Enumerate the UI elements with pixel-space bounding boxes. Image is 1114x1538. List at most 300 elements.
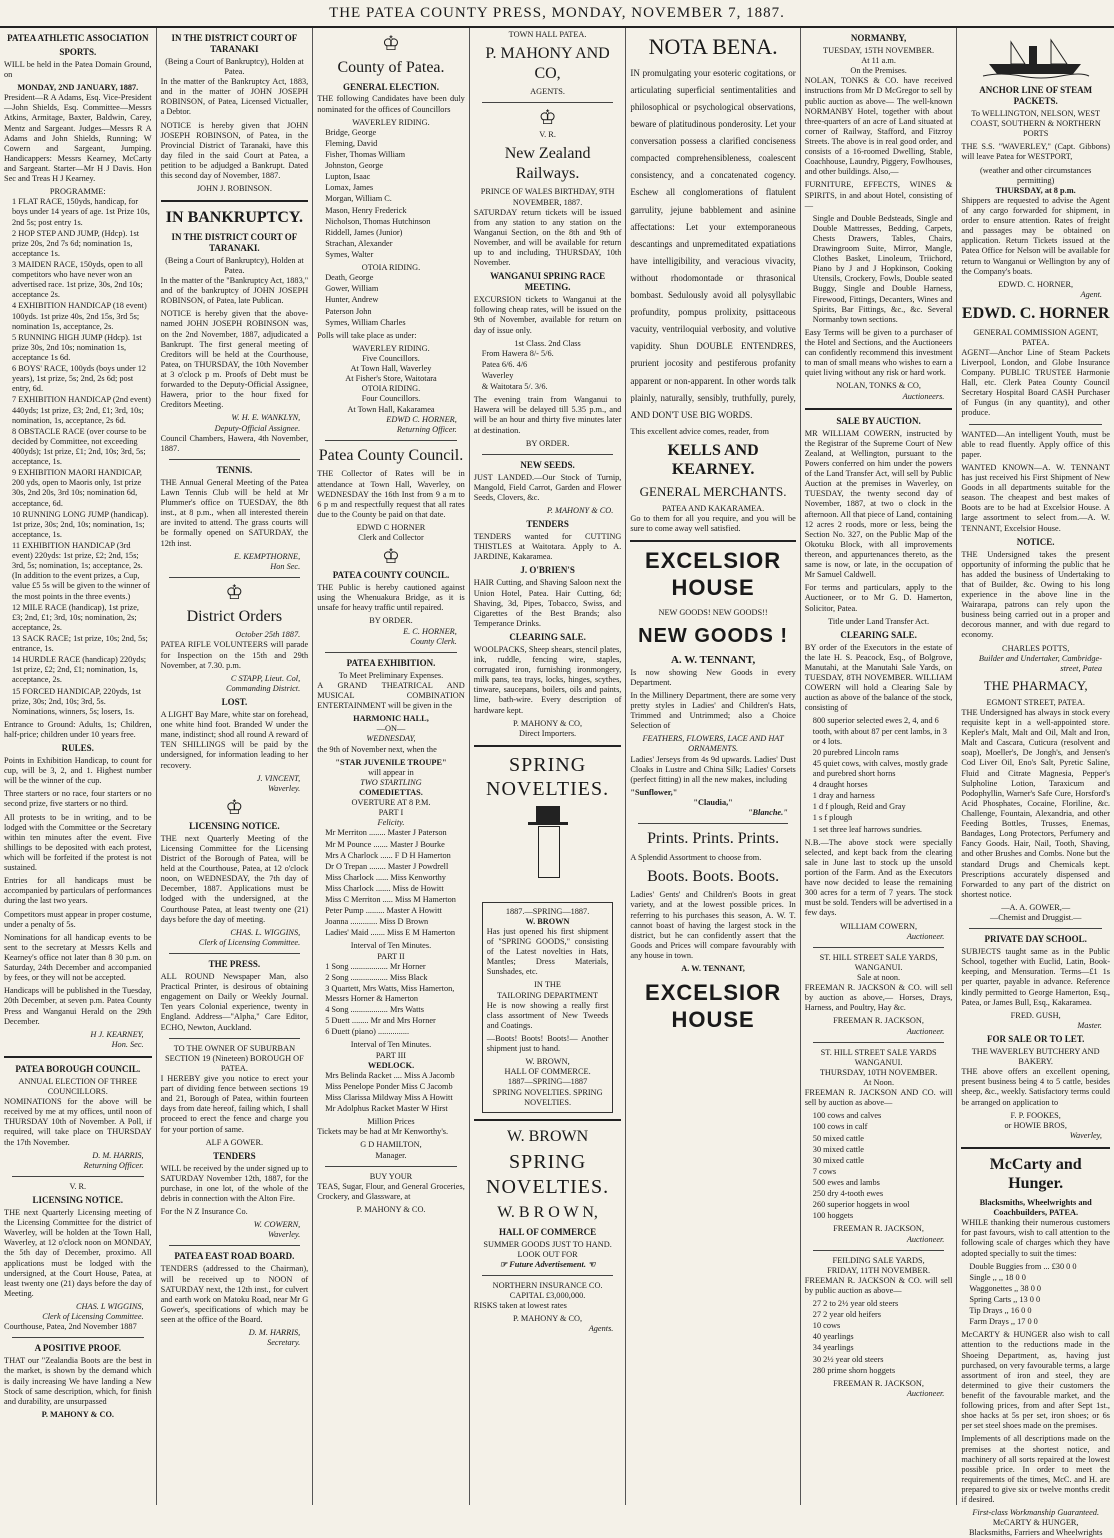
stock-item: 1 d f plough, Reid and Gray [812, 802, 906, 812]
divider [169, 459, 301, 460]
song-item: 2 Song .................. Miss Black [325, 972, 428, 982]
proof-text: THAT our "Zealandia Boots are the best in the market, is shown by the demand which is daily increasing We have landing a New Stock of same description, which, for finish and durability, are unsurpassed [4, 1356, 152, 1406]
townhall-label: TOWN HALL PATEA. [508, 30, 587, 39]
candidate: Mason, Henry Frederick [325, 205, 407, 215]
royal-crest-icon: ♔ [382, 33, 400, 55]
price-list [969, 1262, 1110, 1328]
feilding-list [813, 1299, 953, 1376]
signature: G D HAMILTON, [360, 1140, 422, 1150]
signature-title: —Chemist and Druggist.— [989, 913, 1082, 923]
bankruptcy-matter: In the matter of the "Bankruptcy Act, 1883," and of the bankruptcy of JOHN JOSEPH ROBINSON, of Patea, late Publican. [160, 276, 309, 306]
part-heading: PART III [375, 1050, 407, 1060]
summer-goods: SUMMER GOODS JUST TO HAND. [483, 1239, 612, 1249]
clearing-sale-text: BY order of the Executors in the estate of the late H. S. Peacock, Esq., of Bolgrove, Manutahi, at the Manutahi Sale Yards, on TUESDAY, 8TH NOVEMBER. WILLIAM COWERN will hold a Clearing Sale by auction as above of the balance of the stock, consisting of [804, 642, 953, 713]
vr-mark: V. R. [69, 1181, 87, 1191]
signature-title: Waverley, [1069, 1130, 1102, 1140]
signature: WILLIAM COWERN, [840, 921, 918, 931]
yards-item: 50 mixed cattle [812, 1133, 864, 1143]
signature-title: Commanding District. [225, 683, 301, 693]
licensing-date: Courthouse, Patea, 2nd November 1887 [4, 1322, 137, 1332]
wanganui-title: WANGANUI SPRING RACE MEETING. [490, 271, 606, 293]
signature: E. KEMPTHORNE, [234, 551, 301, 561]
cast-item: Mr M Pounce ....... Master J Bourke [325, 839, 445, 849]
signature-title: Master. [1077, 1020, 1102, 1030]
price-row: Farm Drays ,, 17 0 0 [969, 1317, 1038, 1327]
box-text-2: He is now showing a really first class assortment of New Tweeds and Coatings. [486, 1000, 609, 1030]
prices: Million Prices [367, 1117, 415, 1127]
part-heading: PART I [378, 808, 404, 818]
fare-row: Patea 6/6. 4/6 [481, 359, 528, 369]
corset-name: "Claudia," [693, 798, 733, 807]
notice-title: NOTICE. [1016, 536, 1055, 547]
press-text: ALL ROUND Newspaper Man, also Practical Printer, is desirous of obtaining engagement on Daily or Weekly Journal. Ten years Colonial experience, twenty in England. Address—"Alpha," Care Editor, ECHO, Newton, Auckland. [160, 972, 309, 1032]
kells-title: KELLS AND KEARNEY. [667, 441, 759, 479]
song-item: 4 Song .................. Mrs Watts [325, 1005, 424, 1015]
price-row: Single ,, ,, 18 0 0 [969, 1272, 1026, 1282]
candidate: Fleming, David [325, 138, 378, 148]
event-item: 10 RUNNING LONG JUMP (handicap). 1st prize, 30s; 2nd, 10s; nomination, 1s; acceptance, 1s. [12, 509, 149, 539]
column-5 [626, 28, 800, 1505]
w-brown-title: W. BROWN [506, 1127, 589, 1145]
candidate: Gower, William [325, 284, 379, 294]
feilding-text: FREEMAN R. JACKSON & CO. will sell by public auction as above— [804, 1275, 953, 1295]
bankruptcy-court: IN THE DISTRICT COURT OF TARANAKI. [171, 231, 298, 253]
divider [630, 540, 795, 542]
yards-text: FREEMAN R. JACKSON AND CO. will sell by auction as above— [804, 1088, 953, 1108]
licensing-text: THE next Quarterly Meeting of the Licensing Committee for the Licensing District of the Borough of Patea, will be held at the Courthouse, Patea, at 12 o'clock noon, on WEDNESDAY, the 7th day of December, 1887. Applications must be lodged with the undersigned, at the Courthouse Patea, at least twenty one (21) days before the day of meeting. [160, 833, 309, 924]
by-order: BY ORDER. [525, 438, 570, 448]
divider [969, 424, 1102, 425]
divider [969, 928, 1102, 929]
candidate: Riddell, James (Junior) [325, 227, 403, 237]
signature-title: Deputy-Official Assignee. [214, 423, 301, 433]
royal-crest-icon: ♔ [538, 107, 557, 130]
bankruptcy-title: IN BANKRUPTCY. [165, 209, 303, 227]
obrien-text: HAIR Cutting, and Shaving Saloon next the Union Hotel, Patea. Hair Cutting, 6d; Shaving, 3d, Pipes, Tobacco, Swiss, and Cigarettes of the Best Brands; also Temperance Drinks. [473, 578, 622, 628]
corset-name: "Blanche." [747, 808, 788, 818]
event-item: 11 EXHIBITION HANDICAP (3rd event) 220yds: 1st prize, £2; 2nd, 15s; 3rd, 5s; nomination, 1s; acceptance, 2s. (In addition to the event prizes, a Cup, value £5 5s will be given to the winner of the most points in the three events.) [12, 540, 151, 601]
cast-item: Miss C Merriton ..... Miss M Hamerton [325, 895, 456, 905]
railways-text: SATURDAY return tickets will be issued from any station to any station on the Wanganui Section, on the 8th and 9th of November, and will be available for return up to and including, THURSDAY, 10th November. [473, 207, 622, 268]
interval: Interval of Ten Minutes. [350, 1040, 432, 1050]
signature-title: Agent. [1080, 289, 1102, 299]
candidate: Bridge, George [325, 127, 377, 137]
school-title: PRIVATE DAY SCHOOL. [984, 934, 1087, 945]
candidate: Symes, William Charles [325, 317, 406, 327]
event-item: 15 FORCED HANDICAP, 220yds, 1st prize, 30s; 2nd, 10s; 3rd, 5s. Nominations, winners, 5s; losers, 1s. [12, 686, 142, 716]
comediettas: COMEDIETTAS. [359, 787, 423, 797]
event-item: 3 MAIDEN RACE, 150yds, open to all competitors who have never won an advertised race. 1st prize, 30s, 2nd 10s; acceptance 2s. [12, 260, 143, 300]
will-appear: will appear in [368, 767, 414, 777]
signature: P. MAHONY & CO. [356, 1205, 426, 1214]
divider [813, 1250, 945, 1251]
signature-title: Blacksmiths, Farriers and Wheelwrights [968, 1528, 1103, 1538]
prints-title: Prints. Prints. Prints. [647, 830, 780, 848]
go-text: Go to them for all you require, and you will be sure to come away well satisfied. [630, 513, 796, 534]
district-date: October 25th 1887. [235, 630, 301, 640]
column-1 [0, 28, 157, 1505]
signature-title: Clerk and Collector [358, 533, 424, 543]
wanganui-text-2: The evening train from Wanganui to Hawera will be delayed till 5.35 p.m., and will be an hour and thirty five minutes later at destination. [473, 395, 622, 435]
clearing-sale-title: CLEARING SALE. [840, 629, 917, 640]
for-sale-title: FOR SALE OR TO LET. [987, 1034, 1085, 1044]
signature: EDWD. C. HORNER, [998, 279, 1074, 289]
ship-text: THE S.S. "WAVERLEY," (Capt. Gibbons) will leave Patea for WESTPORT, [961, 142, 1110, 162]
millinery-text: In the Millinery Department, there are some very pretty styles in Ladies' and Children's Hats, Trimmed and Untrimmed; also a Choice Selection of [630, 690, 796, 731]
signature-title: Hon Sec. [270, 561, 301, 571]
divider [325, 1166, 457, 1167]
buy-title: BUY YOUR [369, 1171, 413, 1181]
divider [325, 652, 457, 653]
fares-header: 1st Class. 2nd Class [514, 338, 581, 348]
owner-title: TO THE OWNER OF SUBURBAN SECTION 19 (Nineteen) BOROUGH OF PATEA. [165, 1043, 304, 1073]
divider [638, 823, 787, 824]
county-title: County of Patea. [337, 59, 445, 76]
signature: CHAS. L. WIGGINS, [230, 927, 301, 937]
event-item: 12 MILE RACE (handicap), 1st prize, £3; 2nd, £1; 3rd, 10s; nomination, 2s; acceptance, 2s. [12, 602, 139, 632]
rule-item: Three starters or no race, four starters or no second prize, five starters or no third. [4, 789, 152, 809]
royal-crest-icon: ♔ [225, 581, 244, 604]
date-text: the 9th of November next, when the [317, 744, 437, 754]
wanted-known-text: WANTED KNOWN—A. W. TENNANT has just received his First Shipment of New Goods in all departments suitable for the season. The cheapest and best makes of Boots are to be had at Excelsior House. A large assortment to select from.—A. W. TENNANT, Excelsior House. [961, 462, 1110, 533]
feilding-item: 10 cows [812, 1321, 841, 1331]
corset-name: "Sunflower," [630, 787, 678, 797]
councillors-count: Five Councillors. [362, 354, 420, 363]
yards-text: FREEMAN R. JACKSON & CO. will sell by auction as above,— Horses, Drays, Harness, and Poultry, Hay &c. [804, 983, 953, 1013]
event-item: 8 OBSTACLE RACE (over course to be decided by Committee, not exceeding 400yds); 1st prize, £1; 2nd, 10s; 3rd, 5s; acceptance, 1s. [12, 426, 147, 467]
lost-title: LOST. [221, 697, 248, 708]
column-7 [957, 28, 1114, 1538]
column-6 [801, 28, 958, 1505]
part-heading: PART II [377, 951, 405, 961]
cast-item: Miss Clarissa Mildway Miss A Howitt [325, 1093, 453, 1103]
poll-location: At Fisher's Store, Waitotara [345, 374, 437, 384]
stock-item: 1 dray and harness [812, 791, 875, 801]
event-item: 5 RUNNING HIGH JUMP (Hdcp). 1st prize 30s, 2nd 10s; nomination 1s, acceptance 1s 6d. [12, 332, 142, 362]
future-advertisement [474, 1260, 622, 1270]
bankruptcy-address: Council Chambers, Hawera, 4th November, 1887. [160, 433, 309, 453]
box-year: 1887.—SPRING—1887. [505, 906, 590, 916]
patea-kakaramea: PATEA AND KAKARAMEA. [661, 503, 765, 513]
signature: CHARLES POTTS, [1002, 643, 1070, 653]
box-text: Has just opened his first shipment of "SPRING GOODS," consisting of the Latest novelties in Hats, Mantles; Dress Materials, Sunshades, etc. [486, 926, 609, 977]
signature-title: Auctioneer. [906, 1234, 945, 1244]
box-tailoring: TAILORING DEPARTMENT [497, 990, 599, 1000]
licensing-title: LICENSING NOTICE. [32, 1195, 124, 1206]
normanby-time: At 11 a.m. [861, 56, 896, 66]
waverley-candidates [325, 128, 465, 260]
cast-item: Mrs A Charlock ...... F D H Hamerton [325, 850, 451, 860]
pharmacy-subtitle: EGMONT STREET, PATEA. [986, 697, 1085, 707]
signature: FRED. GUSH, [1010, 1010, 1061, 1020]
excelsior-title-2: EXCELSIOR HOUSE [645, 980, 782, 1033]
road-board-text: TENDERS (addressed to the Chairman), will be received up to NOON of SATURDAY next, the 12th inst., for culvert and earth work on Matoku Road, near Mr G Gower's, specifications of which may be seen at the office of the Board. [160, 1264, 309, 1324]
school-text: SUBJECTS taught same as in the Public School, together with Euclid, Latin, Book-keeping, and Mensuration. Terms—£1 1s per quarter, payable in advance. Reference kindly permitted to George Hamerton, Esq., Patea, or James Bull, Esq., Kakaramea. [961, 947, 1110, 1007]
divider [961, 1147, 1110, 1149]
horner-text: AGENT—Anchor Line of Steam Packets Liverpool, London, and Globe Insurance Company. PUBLIC TRUSTEE Harmonie Hall, etc. Clerk Patea County Council Secretary Hospital Board CASH Purchaser of Fungus (in any quantity), and other produce. [961, 347, 1110, 418]
look-out: LOOK OUT FOR [517, 1249, 578, 1259]
box-feet: SPRING NOVELTIES. SPRING NOVELTIES. [492, 1087, 603, 1107]
candidate: Lupton, Isaac [325, 172, 371, 182]
signature: EDWD C HORNER [356, 522, 426, 532]
event-item: 13 SACK RACE; 1st prize, 10s; 2nd, 5s; entrance, 1s. [12, 633, 148, 654]
vr-mark: V. R. [539, 130, 556, 140]
signature: E. C. HORNER, [403, 626, 457, 636]
athletic-officers: President—R A Adams, Esq. Vice-President—John Shields, Esq. Committee—Messrs Atkins, Armitage, Baxter, Baldwin, Carey, Mentz and Sargeant. Judges—Messrs R A Adams and John Shields, Running; W Cowern and Sargeant, Jumping. Handicappers: Messrs Kearney, McCarty and Sargeant. Starter—Mr H J Davis. Hon Sec and Treas H J Kearney. [4, 93, 152, 184]
obrien-title: J. O'BRIEN'S [520, 565, 575, 576]
fare-row: From Hawera 8/- 5/6. [481, 348, 554, 358]
royal-crest-icon: ♔ [225, 796, 244, 819]
cast-item: Ladies' Maid ....... Miss E M Hamerton [325, 928, 456, 938]
columns [0, 28, 1114, 1538]
nolan-text: NOLAN, TONKS & CO. have received instructions from Mr D McGregor to sell by public auction as above— The well-known NORMANBY Hotel, together with about three-quarters of an acre of Land situated at corner of Railway, Stafford, and Fitzroy Streets. The above is in real good order, and consists of a 16-roomed Dwelling, Stable, Coachhouse, Laundry, Piggery, Fowlhouses, and other buildings. Also,— [804, 76, 953, 177]
pointing-hand-icon: ☞ [499, 1259, 510, 1269]
stock-item: 1 s f plough [812, 813, 853, 823]
route-text: To WELLINGTON, NELSON, WEST COAST, SOUTHERN & NORTHERN PORTS [970, 109, 1101, 139]
signature: NOLAN, TONKS & CO, [836, 381, 921, 391]
cast-item: Mr Adolphus Racket Master W Hirst [325, 1104, 448, 1114]
entrance-text: Entrance to Ground: Adults, 1s; Children, half-price; children under 10 years free. [4, 719, 152, 739]
divider [161, 200, 309, 202]
tenders-text: TENDERS wanted for CUTTING THISTLES at Waitotara. Apply to A. JARDINE, Kakaramea. [473, 532, 622, 562]
mahony-title: P. MAHONY AND CO, [485, 45, 610, 82]
event-item: 1 FLAT RACE, 150yds, handicap, for boys under 14 years of age. 1st Prize 10s, 2nd 5s; post entry 1s. [12, 197, 150, 227]
feathers-text: FEATHERS, FLOWERS, LACE AND HAT ORNAMENTS. [642, 734, 784, 754]
cast-list [325, 1071, 465, 1114]
signature-title: Waverley. [268, 1230, 301, 1240]
yards-item: 500 ewes and lambs [812, 1177, 880, 1187]
northern-insurance: NORTHERN INSURANCE CO. [492, 1280, 603, 1290]
song-item: 3 Quartett, Mrs Watts, Miss Hamerton, Messrs Horner & Hamerton [325, 983, 455, 1004]
exhibition-text: A GRAND THEATRICAL AND MUSICAL COMBINATION ENTERTAINMENT will be given in the [317, 680, 465, 711]
event-item: 7 EXHIBITION HANDICAP (2nd event) 440yds; 1st prize, £3; 2nd, £1; 3rd, 10s; nomination, 1s, acceptance, 2s 6d. [12, 395, 151, 425]
candidate: Lomax, James [325, 183, 374, 193]
signature-title: Builder and Undertaker, Cambridge-street, Patea [978, 653, 1102, 673]
cast-item: Peter Pump ......... Master A Howitt [325, 906, 442, 916]
stock-item: 20 purebred Lincoln rams [812, 747, 899, 757]
proof-title: A POSITIVE PROOF. [34, 1343, 122, 1354]
election-title: GENERAL ELECTION. [342, 81, 439, 92]
divider [813, 1042, 945, 1043]
candidate: Fisher, Thomas William [325, 150, 406, 160]
seeds-text: JUST LANDED.—Our Stock of Turnip, Mangold, Field Carrot, Garden and Flower Seeds, Clovers, &c. [473, 472, 622, 502]
rule-item: Handicaps will be published in the Tuesday, 20th December, at seven p.m. Patea County Press and Wanganui Herald on the 29th December. [4, 986, 152, 1026]
stock-list [813, 716, 953, 834]
sailing-time: THURSDAY, at 8 p.m. [995, 185, 1076, 195]
w-brown-title-2: W. B R O W N, [497, 1204, 598, 1222]
excelsior-title: EXCELSIOR HOUSE [645, 548, 782, 600]
railways-subtitle: PRINCE OF WALES BIRTHDAY, 9TH NOVEMBER, 1887. [480, 187, 615, 207]
tennis-title: TENNIS. [216, 464, 253, 475]
boots-text: Ladies' Gents' and Children's Boots in great variety, and at the lowest possible prices. In referring to his purchases this season, A. W. T. cannot boast of having the largest stock in the district, but he can confidently assert that the Goods and Prices will compare favourably with any house in town. [630, 890, 796, 961]
tennant-name-2: A. W. TENNANT, [681, 964, 745, 974]
feilding-title: FEILDING SALE YARDS, [832, 1255, 925, 1265]
feilding-item: 27 2 to 2½ year old steers [812, 1299, 899, 1309]
clearing-text: WOOLPACKS, Sheep shears, stencil plates, ink, ruddle, fencing wire, staples, corrugated iron, furnishing ironmongery, milk pans, tea trays, locks, hinges, scythes, tinware, saucepans, boilers, oils and paints, lime, bath-wire. Every description of hardware kept. [473, 644, 622, 715]
general-merchants: GENERAL MERCHANTS. [639, 483, 787, 499]
song-item: 1 Song .................. Mr Horner [325, 961, 426, 971]
signature: J. VINCENT, [256, 773, 301, 783]
terms-text: Easy Terms will be given to a purchaser of the Hotel and Sections, and the Auctioneers can confidently recommend this investment to man of small means who wishes to earn a quiet living without any risk or hard work. [804, 327, 953, 378]
fare-row: Waverley [481, 370, 514, 380]
nota-bena-text-2: This excellent advice comes, reader, from [630, 426, 769, 436]
candidate: Morgan, William C. [325, 194, 392, 204]
licensing-text: THE next Quarterly Licensing meeting of the Licensing Committee for the district of Waverley, will be holden at the Town Hall, Waverley, at 12 o'clock noon on MONDAY, the 5th day of December, proximo. All applications must be lodged with the undersigned, at the Court House, Patea, at least twenty one (21) days before the day of Meeting. [4, 1208, 152, 1298]
borough-text: NOMINATIONS for the above will be received by me at my offices, until noon of THURSDAY 10th of November. A Poll, if required, will take place on THURSDAY the 17th November. [4, 1097, 152, 1147]
tenders-for: For the N Z Insurance Co. [160, 1207, 248, 1217]
divider [482, 454, 614, 455]
top-hat-icon [518, 806, 578, 896]
tickets-text: Tickets may be had at Mr Kenworthy's. [317, 1127, 449, 1137]
athletic-date: MONDAY, 2ND JANUARY, 1887. [17, 83, 139, 93]
signature-title: Direct Importers. [519, 728, 577, 738]
signature: D. M. HARRIS, [248, 1328, 301, 1338]
song-item: 5 Duett ........ Mr and Mrs Horner [325, 1016, 436, 1026]
signature: P. MAHONY & CO, [513, 718, 583, 728]
divider [813, 947, 945, 948]
signature: FREEMAN R. JACKSON, [833, 1224, 924, 1234]
future-text: Future Advertisement. [509, 1259, 586, 1269]
troupe-name: "STAR JUVENILE TROUPE" [335, 757, 447, 767]
divider [169, 577, 301, 578]
pcc-text: THE Public is hereby cautioned against using the Whenuakura Bridge, as it is unsafe for heavy traffic until repaired. [317, 583, 465, 613]
yards-item: 7 cows [812, 1166, 837, 1176]
event-item: 9 EXHIBITION MAORI HANDICAP, 200 yds, open to Maoris only, 1st prize 30s, 2nd 20s, 3rd 10s; nomination 6d, acceptance, 6d. [12, 468, 142, 508]
hall-of-commerce: HALL OF COMMERCE [498, 1226, 597, 1237]
weekday: WEDNESDAY, [366, 734, 416, 744]
box-name: W. BROWN [525, 916, 570, 926]
signature-title: Agents. [588, 1324, 614, 1334]
rule-item: Entries for all handicaps must be accompanied by particulars of performances during the last two years. [4, 876, 152, 906]
divider [12, 1176, 144, 1177]
signature-title: Auctioneer. [906, 1388, 945, 1398]
signature: P. MAHONY & CO, [513, 1314, 583, 1324]
borough-title: PATEA BOROUGH COUNCIL. [15, 1063, 141, 1074]
divider [169, 1245, 301, 1246]
yards-date: THURSDAY, 10TH NOVEMBER. [819, 1067, 938, 1077]
rule-item: Points in Exhibition Handicap, to count for cup, will be 3, 2, and 1. Highest number will be the winner of the cup. [4, 756, 152, 786]
cast-item: Dr O Trepan ........ Master J Powdrell [325, 861, 449, 871]
signature-title: Manager. [375, 1150, 407, 1160]
court-notice: NOTICE is hereby given that JOHN JOSEPH ROBINSON, of Patea, in the Provincial District of Taranaki, have this day filed in the said Court at Patea, a petition to be adjudged a Bankrupt. Dated this second day of November, 1887. [160, 120, 309, 181]
new-goods-title: NEW GOODS ! [638, 624, 789, 647]
polls-text: Polls will take place as under: [317, 330, 417, 340]
anchor-line-title: ANCHOR LINE OF STEAM PACKETS. [979, 85, 1093, 107]
divider [12, 1337, 144, 1338]
weather-text: (weather and other circumstances permitting) [980, 165, 1092, 185]
furniture-list: Single and Double Bedsteads, Single and Double Mattresses, Bedding, Carpets, Chests Drawers, Tables, Chairs, Drawingroom Suite, Mirror, Mangle, Clothes Basket, Linoleum, Triichord, Piano by J and J Hopkinson, Cooking Utensils, Crockery, Fowls, Double seated Buggy, Single and Double Harness, Firewood, Fittings, Decanters, Wines and Spirits, Bar Fittings, &c., &c. Several Normanby town sections. [812, 213, 953, 324]
interval: Interval of Ten Minutes. [350, 941, 432, 951]
harmonic-hall: HARMONIC HALL, [353, 714, 429, 724]
riding-heading: OTOIA RIDING. [361, 263, 421, 273]
athletic-intro: WILL be held in the Patea Domain Ground, on [4, 59, 152, 80]
signature-title: Waverley. [268, 783, 301, 793]
fare-row: & Waitotara 5/. 3/6. [481, 382, 548, 392]
signature: or HOWIE BROS, [1004, 1120, 1067, 1130]
district-orders-title: District Orders [186, 607, 283, 625]
rule-item: Competitors must appear in proper costume, under a penalty of 5s. [4, 909, 152, 929]
clearing-title: CLEARING SALE. [509, 631, 586, 642]
licensing-title: LICENSING NOTICE. [189, 820, 280, 831]
play-title: WEDLOCK. [367, 1060, 415, 1070]
stock-item: 1 set three leaf harrows sundries. [812, 824, 923, 834]
divider [474, 1119, 622, 1121]
event-item: 14 HURDLE RACE (handicap) 220yds; 1st prize, £2; 2nd, £1; nomination, 1s, acceptance, 2s. [12, 655, 147, 685]
cast-item: Miss Charlock ...... Miss Kenworthy [325, 872, 446, 882]
song-item: 6 Duett (piano) ............... [325, 1027, 410, 1037]
rule-item: Nominations for all handicap events to be sent to the secretary at Messrs Kells and Kearney's office not later than 8 30 p.m. on Saturday, 24th December and accompanied by fees, or they will not be accepted. [4, 932, 152, 983]
riding-heading: WAVERLEY RIDING. [352, 343, 430, 353]
box-signature-title: HALL OF COMMERCE. [504, 1067, 591, 1077]
clearing-note: N.B.—The above stock were specially selected, and kept back from the clearing sale in June last to stock up the unsold portion of the Farm. And as the Executors have now decided to lease the remaining 300 acres for a term of 7 years. The stock must be sold. Tenders will be advertised in a few days. [804, 837, 953, 918]
yards-subtitle: Sale at noon. [857, 972, 901, 982]
yards-item: 260 superior hoggets in wool [812, 1200, 910, 1210]
court-matter: In the matter of the Bankruptcy Act, 1883, and in the matter of JOHN JOSEPH ROBINSON, of Patea, Licensed Victualler, a Debtor. [160, 77, 309, 117]
pharmacy-text: THE Undersigned has always in stock every requisite kept in a well-appointed store. Kepler's Malt, Malt and Oil, Malt and Iron, Malt and Cascara, Cuticura (resolvent and soap), Moeller's, De Jongh's, and Jensen's Cod Liver Oil, Eno's Salt, Pyretic Saline, Fluid and Citrate Magnesia, Pepper's Sulpholine Lotion, Taraxicum and Podophyllin, Warner's Safe Cure, Horsford's Acid Phosphates, Cocaine, Floriline, &c. Challenge, Fountain, Alexandria, and other Feeding Bottles, Trusses, Enemas, Bandages, Long Protectors, Perfumery and Fancy Goods. Hair, Nail, Tooth, Shaving, and other Brushes and Combs. None but the standard Drugs and Chemicals kept. Prescriptions accurately dispensed and Forwarded to any part of the district on shortest notice. [961, 707, 1110, 899]
prints-text: A Splendid Assortment to choose from. [630, 852, 762, 862]
riding-heading: OTOIA RIDING. [361, 384, 421, 394]
feilding-item: 34 yearlings [812, 1343, 854, 1353]
events-list [12, 197, 152, 716]
candidate: Johnston, George [325, 161, 384, 171]
fares-list [482, 349, 622, 392]
mccarty-text-3: Implements of all descriptions made on the premises at the shortest notice, and machinery of all sorts repaired at the lowest possible price. In order to meet the requirements of the times, McC. and H. are prepared to give six or twelve months credit if desired. [961, 1434, 1110, 1505]
poll-location: At Town Hall, Waverley [350, 364, 432, 374]
column-3 [313, 28, 470, 1505]
tennis-text: THE Annual General Meeting of the Patea Lawn Tennis Club will be held at Mr Plummer's office on TUESDAY, the 8th inst., at 8 p.m., when all interested therein are invited to attend. The grass courts will be formally opened on SATURDAY, the 12th inst. [160, 477, 309, 548]
stock-item: 45 quiet cows, with calves, mostly grade and purebred short horns [812, 758, 948, 779]
signature-title: Clerk of Licensing Committee. [198, 937, 301, 947]
masthead: THE PATEA COUNTY PRESS, MONDAY, NOVEMBER 7, 1887. [0, 0, 1114, 28]
on-label: —ON— [376, 724, 406, 734]
sale-title: SALE BY AUCTION. [836, 415, 921, 426]
owner-text: I HEREBY give you notice to erect your part of dividing fence between sections 19 and 21, Borough of Patea, within fourteen days from date hereof, failing which, I shall proceed to erect the fence and charge you for your portion of same. [160, 1073, 309, 1134]
signature: D. M. HARRIS, [92, 1150, 144, 1160]
steamship-icon [981, 34, 1091, 78]
yards-item: 30 mixed cattle [812, 1155, 864, 1165]
mccarty-text: WHILE thanking their numerous customers for past favours, wish to call attention to the following scale of charges which they have adopted specially to suit the times: [961, 1218, 1110, 1258]
yards-item: 100 hoggets [812, 1211, 854, 1221]
signature: F. P. FOOKES, [1010, 1110, 1061, 1120]
event-item: 4 EXHIBITION HANDICAP (18 event) 100yds. 1st prize 40s, 2nd 15s, 3rd 5s; nomination 1s, acceptance, 2s. [12, 301, 147, 331]
column-2 [157, 28, 314, 1505]
signature: McCARTY & HUNGER, [992, 1518, 1079, 1528]
feilding-item: 280 prime shorn hoggets [812, 1365, 896, 1375]
wanted-text: WANTED—An intelligent Youth, must be able to read fluently. Apply office of this paper. [961, 429, 1110, 459]
signature: P. MAHONY & CO. [41, 1409, 115, 1419]
tenders-title: TENDERS [213, 1150, 256, 1161]
spring-box [482, 902, 614, 1113]
tennant-name: A. W. TENNANT, [670, 654, 756, 667]
nota-bena-text: IN promulgating your esoteric cogitations, or articulating superficial sentimentalities and philosophical or psychological observations, beware of platitudinous ponderosity. Let your conversation possess a clarified conciseness compacted comprehensibleness, coalescent consistency, and a concatenated cogency. Eschew all conglomerations of flatulent garrulity, jejune babblement and asinine affectations: Let your extemporaneous descantings and unpremeditated expatiations have intelligibility, and veracious vivacity, without rhodomontade or thrasonical bombast. Sedulously avoid all polysyllabic profundity, pompus prolixity, psittaceous vacuity, ventriloquial verbosity, and volutive vapidity. Shun DOUBLE ENTENDRES, prurient jocosity and pestiferous profanity apparent or non-apparent. In other words talk plainly, naturally, sensibly, truthfully, purely, AND DON'T USE BIG WORDS. [630, 67, 796, 420]
stock-item: 4 draught horses [812, 780, 868, 790]
lost-text: A LIGHT Bay Mare, white star on forehead, one white hind foot. Branded W under the mane, indistinct; shod all round A reward of TEN SHILLINGS will be paid by the undersigned, for information leading to her recovery. [160, 709, 309, 770]
signature: W. H. E. WANKLYN, [231, 413, 301, 423]
butchery-text: THE above offers an excellent opening, present business being 4 to 5 cattle, besides sheep, &c., weekly. Satisfactory terms could be arranged on application to [961, 1067, 1110, 1107]
railways-title: New Zealand Railways. [504, 145, 591, 182]
signature-title: Returning Officer. [83, 1160, 144, 1170]
bankruptcy-subtitle: (Being a Court of Bankruptcy), Holden at Patea. [165, 255, 304, 275]
court-subtitle: (Being a Court of Bankruptcy), Holden at Patea. [165, 56, 304, 77]
cast-item: Miss Charlock ....... Miss de Howitt [325, 883, 444, 893]
otoia-candidates [325, 273, 465, 328]
signature: W. COWERN, [253, 1220, 301, 1230]
signature-title: Auctioneer. [906, 931, 945, 941]
cast-item: Mrs Belinda Racket .... Miss A Jacomb [325, 1070, 455, 1080]
cast-item: Miss Penelope Ponder Miss C Jacomb [325, 1081, 453, 1091]
tenders-title: TENDERS [526, 519, 569, 530]
by-order: BY ORDER. [369, 616, 413, 626]
